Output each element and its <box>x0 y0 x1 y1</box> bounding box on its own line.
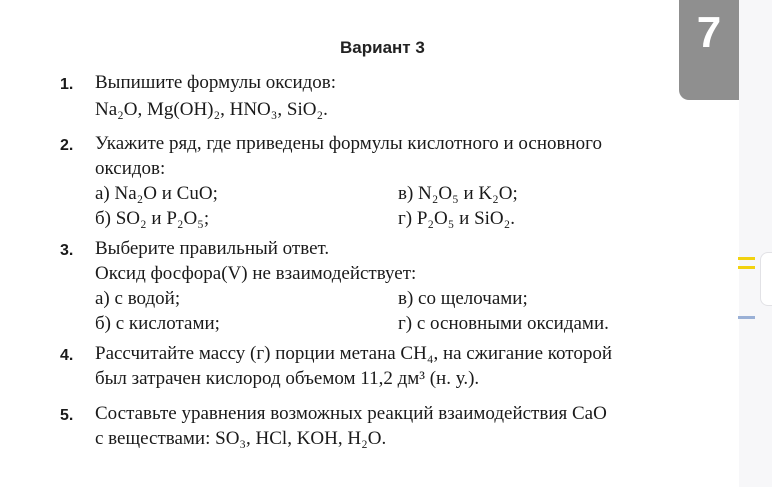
task-number: 4. <box>60 347 74 364</box>
page-number: 7 <box>696 8 722 57</box>
option-a: а) с водой; <box>95 288 181 309</box>
option-v: в) со щелочами; <box>398 288 528 309</box>
task-number: 1. <box>60 76 74 93</box>
task-number: 5. <box>60 407 74 424</box>
variant-title: Вариант 3 <box>340 38 425 57</box>
yellow-marker <box>738 266 755 269</box>
task-number: 3. <box>60 242 74 259</box>
right-margin-strip <box>739 0 772 487</box>
task-text: Выберите правильный ответ. <box>95 238 330 259</box>
task-text: Рассчитайте массу (г) порции метана CH₄, на сжигание которой <box>95 343 612 364</box>
task-formulas: Na₂O, Mg(OH)₂, HNO₃, SiO₂. <box>95 99 328 120</box>
yellow-marker <box>738 257 755 260</box>
option-b: б) SO₂ и P₂O₅; <box>95 208 210 229</box>
task-text: с веществами: SO₃, HCl, KOH, H₂O. <box>95 428 387 449</box>
option-g: г) P₂O₅ и SiO₂. <box>398 208 516 229</box>
option-b: б) с кислотами; <box>95 313 220 334</box>
task-text: Выпишите формулы оксидов: <box>95 72 337 93</box>
blue-marker <box>738 316 755 319</box>
option-a: а) Na₂O и CuO; <box>95 183 218 204</box>
task-text: оксидов: <box>95 158 166 179</box>
page-number-tab <box>679 0 739 100</box>
task-text: Укажите ряд, где приведены формулы кислотного и основного <box>95 133 602 154</box>
task-number: 2. <box>60 137 74 154</box>
task-text: Составьте уравнения возможных реакций взаимодействия CaO <box>95 403 607 424</box>
option-v: в) N₂O₅ и K₂O; <box>398 183 518 204</box>
task-text: Оксид фосфора(V) не взаимодействует: <box>95 263 417 284</box>
task-text: был затрачен кислород объемом 11,2 дм³ (н. у.). <box>95 368 480 389</box>
side-panel-handle[interactable] <box>760 252 772 306</box>
option-g: г) с основными оксидами. <box>398 313 609 334</box>
